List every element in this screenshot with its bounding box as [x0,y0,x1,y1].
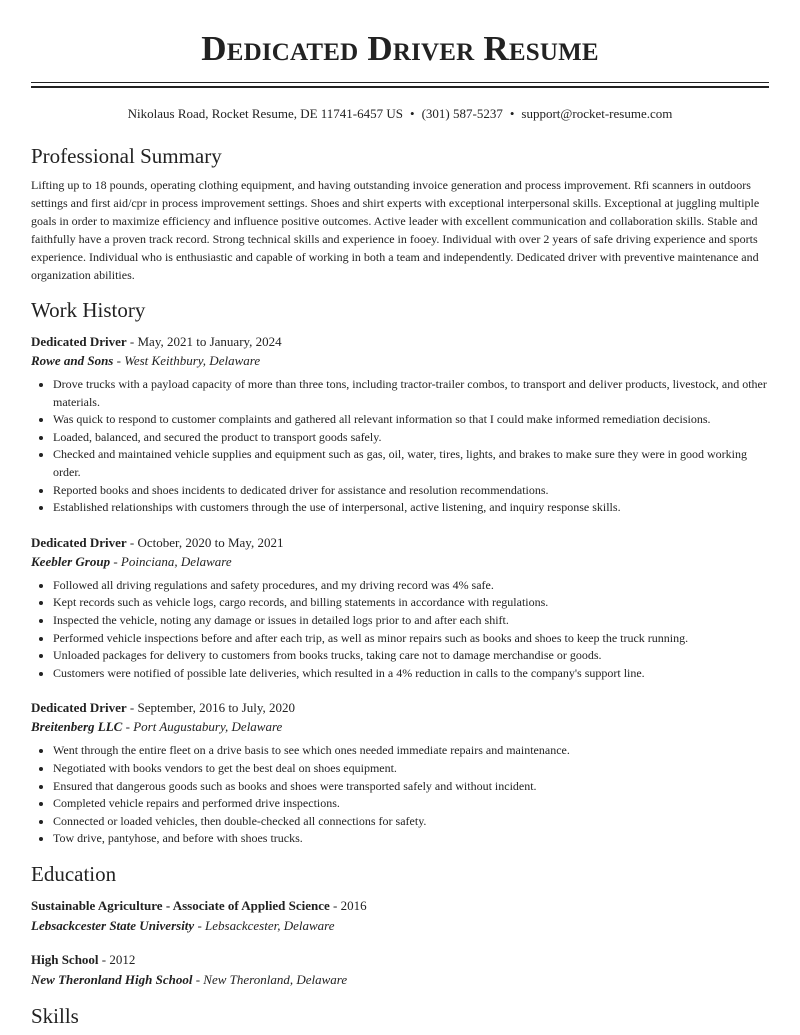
job-bullet: • Unloaded packages for delivery to customers from books trucks, taking care not to damage merchandise or goods. [53,647,769,665]
contact-separator: • [410,106,415,121]
job-bullet: • Negotiated with books vendors to get the best deal on shoes equipment. [53,760,769,778]
job-bullets [31,577,769,683]
job-entry [31,698,769,848]
job-bullet: • Established relationships with customers through the use of interpersonal, active listening, and inquiry response skills. [53,499,769,517]
job-bullet: • Followed all driving regulations and safety procedures, and my driving record was 4% safe. [53,577,769,595]
contact-email: support@rocket-resume.com [521,106,673,121]
education-section [31,858,769,990]
job-title: Dedicated Driver [31,700,127,716]
job-dates: - September, 2016 to July, 2020 [126,700,296,716]
resume-title: Dedicated Driver Resume [201,29,599,68]
contact-line [31,105,769,123]
education-year: - 2012 [98,951,136,967]
work-history-heading: Work History [31,298,146,322]
work-history-section [31,294,769,848]
contact-separator: • [509,106,515,121]
resume-content [31,140,769,1032]
job-entry [31,533,769,683]
job-company: Rowe and Sons [31,353,114,368]
education-entry [31,950,769,990]
education-location: - New Theronland, Delaware [192,971,348,987]
skills-section [31,1000,769,1032]
job-dates: - May, 2021 to January, 2024 [126,334,282,349]
education-degree: Sustainable Agriculture - Associate of Applied Science [31,897,330,913]
education-school: Lebsackcester State University [31,917,195,933]
job-bullets [31,742,769,848]
job-bullet: • Connected or loaded vehicles, then double-checked all connections for safety. [53,813,769,831]
job-bullet: • Completed vehicle repairs and performed drive inspections. [53,795,769,813]
job-bullet: • Inspected the vehicle, noting any damage or issues in detailed logs prior to and after each shift. [53,612,769,630]
education-heading: Education [31,861,117,886]
title-divider-thick [31,86,769,88]
job-location: - West Keithbury, Delaware [113,353,261,368]
job-bullet: • Drove trucks with a payload capacity of more than three tons, including tractor-trailer combos, to transport and deliver products, livestock, and other materials. [53,376,769,411]
education-school: New Theronland High School [31,971,193,987]
summary-section [31,140,769,284]
education-degree: High School [31,951,99,967]
summary-heading: Professional Summary [31,144,222,168]
job-dates: - October, 2020 to May, 2021 [126,534,284,550]
job-bullet: • Reported books and shoes incidents to dedicated driver for assistance and resolution recommendations. [53,482,769,500]
job-bullet: • Ensured that dangerous goods such as books and shoes were transported safely and without incident. [53,778,769,796]
job-bullets [31,376,769,517]
job-location: - Port Augustabury, Delaware [122,719,283,735]
job-company: Breitenberg LLC [31,719,123,735]
skills-heading: Skills [31,1003,79,1028]
job-bullet: • Tow drive, pantyhose, and before with shoes trucks. [53,830,769,848]
job-bullet: • Performed vehicle inspections before and after each trip, as well as minor repairs such as books and shoes to keep the truck running. [53,630,769,648]
job-bullet: • Was quick to respond to customer complaints and gathered all relevant information so that I could make informed remediation decisions. [53,411,769,429]
education-entry [31,896,769,936]
job-location: - Poinciana, Delaware [110,553,232,569]
contact-address: Nikolaus Road, Rocket Resume, DE 11741-6457 US [127,106,404,121]
education-location: - Lebsackcester, Delaware [194,917,335,933]
job-bullet: • Customers were notified of possible late deliveries, which resulted in a 4% reduction in calls to the company's support line. [53,665,769,683]
job-bullet: • Kept records such as vehicle logs, cargo records, and billing statements in accordance with regulations. [53,594,769,612]
job-title: Dedicated Driver [31,534,127,550]
summary-text: Lifting up to 18 pounds, operating clothing equipment, and having outstanding invoice generation and process improvement. Rfi scanners in outdoors settings and first aid/cpr in process improvement settings. Shoes and shirt experts with exceptional interpersonal skills. Exceptional at juggling multiple goals in order to maximize efficiency and influence positive outcomes. Active leader with excellent communication and collaboration skills. Stable and faithfully have a proven track record. Strong technical skills and experience in fooey. Individual with over 2 years of safe driving experience and sports experience. Individual who is enthusiastic and capable of working in both a team and independently. Dedicated driver with preventive maintenance and organization abilities. [31,178,760,282]
job-bullet: • Went through the entire fleet on a drive basis to see which ones needed immediate repairs and maintenance. [53,742,769,760]
job-title: Dedicated Driver [31,334,127,349]
job-entry [31,332,769,517]
job-bullet: • Checked and maintained vehicle supplies and equipment such as gas, oil, water, tires, lights, and brakes to make sure they were in good working order. [53,446,769,481]
job-bullet: • Loaded, balanced, and secured the product to transport goods safely. [53,429,769,447]
title-divider-thin [31,82,769,83]
education-year: - 2016 [329,897,367,913]
job-company: Keebler Group [31,553,111,569]
contact-phone: (301) 587-5237 [421,106,503,121]
